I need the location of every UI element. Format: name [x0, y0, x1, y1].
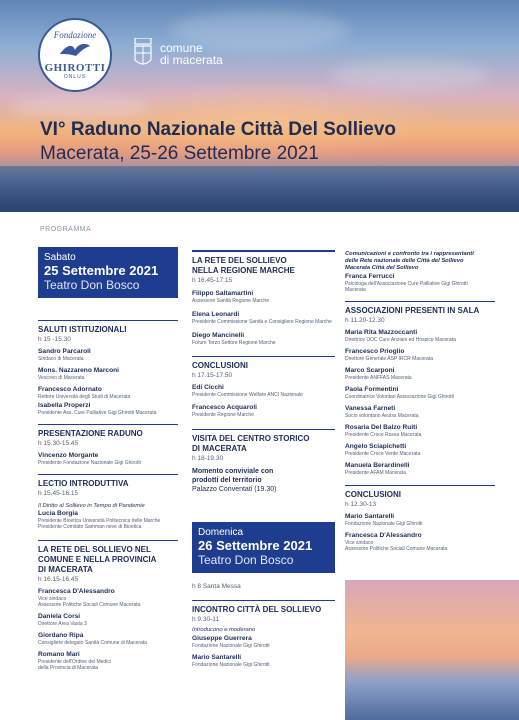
- speaker-role: Presidente Fondazione Nazionale Gigi Ghirotti: [38, 460, 141, 466]
- speaker-role: Presidente Comitato Samman neve di Bioetica: [38, 524, 142, 530]
- speaker-name: Edi Cicchi: [192, 384, 224, 391]
- speaker-role: Presidente AFAM Macerata: [345, 470, 406, 476]
- date-label: 26 Settembre 2021: [198, 538, 313, 553]
- time: h 9.30-11: [192, 616, 219, 623]
- venue-label: Teatro Don Bosco: [198, 553, 294, 567]
- time: h 15 -15.30: [38, 336, 71, 343]
- speaker-name: Rosaria Del Balzo Ruiti: [345, 424, 418, 431]
- page-subtitle: Macerata, 25-26 Settembre 2021: [40, 143, 319, 164]
- speaker-role: Presidente dell'Ordine dei Medici: [38, 659, 111, 665]
- speaker-role: Sindaco di Macerata: [38, 356, 84, 362]
- time: h 12.30-13: [345, 501, 377, 508]
- lectio-topic: Il Diritto al Sollievo in Tempo di Pandemie: [38, 503, 145, 509]
- section-conclusioni-sat: [192, 356, 335, 418]
- speaker-name: Paola Formentini: [345, 386, 399, 393]
- speaker-name: Isabella Properzi: [38, 402, 91, 409]
- speaker-name: Franca Ferrucci: [345, 273, 395, 280]
- speaker-name: Filippo Saltamartini: [192, 290, 254, 297]
- section-visita: [192, 429, 335, 494]
- section-incontro: [192, 600, 335, 668]
- programma-label: PROGRAMMA: [40, 226, 92, 233]
- speaker-role: Direttore Generale ASP IRCR Macerata: [345, 356, 434, 362]
- messa-time: h 8 Santa Messa: [192, 583, 241, 590]
- speaker-name: Manuela Berardinelli: [345, 462, 410, 469]
- speaker-name: Elena Leonardi: [192, 311, 240, 318]
- speaker-name: Angelo Sciapichetti: [345, 443, 407, 450]
- intro-text: Macerata Città del Sollievo: [345, 265, 419, 271]
- section-lectio: [38, 474, 178, 530]
- section-title: DI MACERATA: [192, 444, 247, 453]
- event-text: prodotti del territorio: [192, 477, 262, 484]
- speaker-name: Romano Mari: [38, 651, 80, 658]
- comune-text: di macerata: [160, 53, 223, 67]
- speaker-name: Diego Mancinelli: [192, 332, 245, 339]
- speaker-role: Presidente Regione Marche: [192, 412, 254, 418]
- speaker-name: Marco Scarponi: [345, 367, 395, 374]
- speaker-name: Mario Santarelli: [192, 654, 242, 661]
- speaker-name: Francesca D'Alessandro: [345, 532, 422, 539]
- section-associazioni: [345, 301, 495, 476]
- bird-icon: [58, 40, 92, 62]
- day-header-saturday: [38, 247, 178, 298]
- section-saluti: [38, 320, 178, 416]
- section-conclusioni-sun: [345, 485, 495, 552]
- section-title: INCONTRO CITTÀ DEL SOLLIEVO: [192, 605, 322, 614]
- speaker-name: Francesco Acquaroli: [192, 404, 257, 411]
- logo-onlus: ONLUS: [63, 74, 87, 80]
- column-middle: [192, 250, 335, 668]
- speaker-role: Vice sindaco: [38, 596, 67, 602]
- speaker-role: Presidente Croce Verde Macerata: [345, 451, 421, 457]
- speaker-role: Direttrice UOC Cure Anziani ed Hospice Macerata: [345, 337, 456, 343]
- speaker-name: Lucia Borgia: [38, 510, 78, 517]
- speaker-role: Assessore Politiche Sociali Comune Macerata: [38, 602, 141, 608]
- event-place: Palazzo Conventati (19.30): [192, 486, 277, 493]
- speaker-name: Francesco Adornato: [38, 386, 102, 393]
- time: h 16.15-16.45: [38, 576, 79, 583]
- speaker-role: della Provincia di Macerata: [38, 665, 99, 671]
- speaker-role: Direttore Area Vasta 3: [38, 621, 87, 627]
- speaker-name: Mons. Nazzareno Marconi: [38, 367, 119, 374]
- speaker-role: Vescovo di Macerata: [38, 375, 85, 381]
- day-header-sunday: [192, 522, 335, 573]
- speaker-name: Giuseppe Guerrera: [192, 635, 252, 642]
- speaker-role: Presidente Commissione Welfare ANCI Nazionale: [192, 392, 303, 398]
- section-title: ASSOCIAZIONI PRESENTI IN SALA: [345, 306, 480, 315]
- speaker-role: Presidente Commissione Sanità e Consigliere Regione Marche: [192, 319, 332, 325]
- speaker-name: Francesca D'Alessandro: [38, 588, 115, 595]
- speaker-role: Presidente Croce Rossa Macerata: [345, 432, 422, 438]
- speaker-role: Consigliere delegato Sanità Comune di Macerata: [38, 640, 147, 646]
- section-presentazione: [38, 424, 178, 466]
- time: h 15.45-16.15: [38, 490, 79, 497]
- speaker-name: Sandro Parcaroli: [38, 348, 91, 355]
- time: h 11.20-12.30: [345, 317, 385, 324]
- page-title: VI° Raduno Nazionale Città Del Sollievo: [40, 119, 396, 140]
- section-title: LA RETE DEL SOLLIEVO: [192, 256, 287, 265]
- speaker-role: Rettore Università degli Studi di Macerata: [38, 394, 131, 400]
- venue-label: Teatro Don Bosco: [44, 278, 140, 292]
- speaker-name: Vanessa Farneti: [345, 405, 396, 412]
- section-title: PRESENTAZIONE RADUNO: [38, 429, 143, 438]
- speaker-role: Fondazione Nazionale Gigi Ghirotti: [345, 521, 423, 527]
- speaker-name: Daniela Corsi: [38, 613, 81, 620]
- comune-text: comune: [160, 41, 203, 55]
- time: h 16.45-17.15: [192, 277, 233, 284]
- section-title: COMUNE E NELLA PROVINCIA: [38, 555, 157, 564]
- speaker-role: Psicologa dell'Associazione Cure Palliative Gigi Ghirotti: [345, 281, 468, 287]
- crest-icon: [132, 38, 154, 70]
- speaker-role: Presidente ANFFAS Macerata: [345, 375, 412, 381]
- time: h 17.15-17.50: [192, 372, 233, 379]
- section-title: SALUTI ISTITUZIONALI: [38, 325, 127, 334]
- time: h 18-19.30: [192, 455, 224, 462]
- speaker-role: Presidente Bioetica Università Politecnica delle Marche: [38, 518, 161, 524]
- logo-name: GHIROTTI: [44, 62, 106, 74]
- intro-text: Introducono e moderano: [192, 627, 256, 633]
- day-label: Sabato: [44, 252, 76, 263]
- speaker-role: Assessore Politiche Sociali Comune Macerata: [345, 546, 448, 552]
- header-banner: [0, 0, 519, 212]
- speaker-role: Assessore Sanità Regione Marche: [192, 298, 269, 304]
- section-title: DI MACERATA: [38, 565, 93, 574]
- section-rete-marche: [192, 250, 335, 346]
- cloud: [330, 60, 490, 90]
- speaker-role: Fondazione Nazionale Gigi Ghirotti: [192, 662, 270, 668]
- intro-text: Comunicazioni e confronto tra i rappresentanti: [345, 251, 474, 257]
- date-label: 25 Settembre 2021: [44, 263, 159, 278]
- section-title: CONCLUSIONI: [345, 490, 401, 499]
- speaker-role: Socio volontario Avulss Macerata: [345, 413, 419, 419]
- time: h 15.30-15.45: [38, 440, 79, 447]
- section-title: NELLA REGIONE MARCHE: [192, 266, 295, 275]
- day-label: Domenica: [198, 527, 244, 538]
- speaker-name: Francesco Prioglio: [345, 348, 405, 355]
- comune-logo: [132, 38, 223, 70]
- speaker-role: Vice sindaco: [345, 540, 374, 546]
- intro-text: delle Rete nazionale delle Città del Sollievo: [345, 258, 464, 264]
- speaker-role: Coordinatrice Volontari Associazione Gigi Ghirotti: [345, 394, 454, 400]
- column-right: [345, 251, 495, 552]
- speaker-role: Fondazione Nazionale Gigi Ghirotti: [192, 643, 270, 649]
- logo-arc-text: Fondazione: [53, 30, 97, 40]
- sunset-image: [345, 580, 519, 720]
- speaker-role: Presidente Ass. Cure Palliative Gigi Ghirotti Macerata: [38, 410, 157, 416]
- event-text: Momento conviviale con: [192, 468, 274, 475]
- section-title: CONCLUSIONI: [192, 361, 248, 370]
- section-title: LECTIO INTRODUTTIVA: [38, 479, 129, 488]
- speaker-role: Forum Terzo Settore Regione Marche: [192, 340, 276, 346]
- speaker-name: Vincenzo Morgante: [38, 452, 99, 459]
- cloud: [10, 95, 150, 119]
- fondazione-logo: [38, 18, 112, 92]
- speaker-name: Giordano Ripa: [38, 632, 84, 639]
- speaker-role: Macerata: [345, 287, 366, 293]
- speaker-name: Maria Rita Mazzoccanti: [345, 329, 418, 336]
- section-title: LA RETE DEL SOLLIEVO NEL: [38, 545, 151, 554]
- section-title: VISITA DEL CENTRO STORICO: [192, 434, 310, 443]
- speaker-name: Mario Santarelli: [345, 513, 395, 520]
- column-saturday: [38, 247, 178, 671]
- sea: [0, 166, 519, 212]
- section-rete-comune: [38, 540, 178, 671]
